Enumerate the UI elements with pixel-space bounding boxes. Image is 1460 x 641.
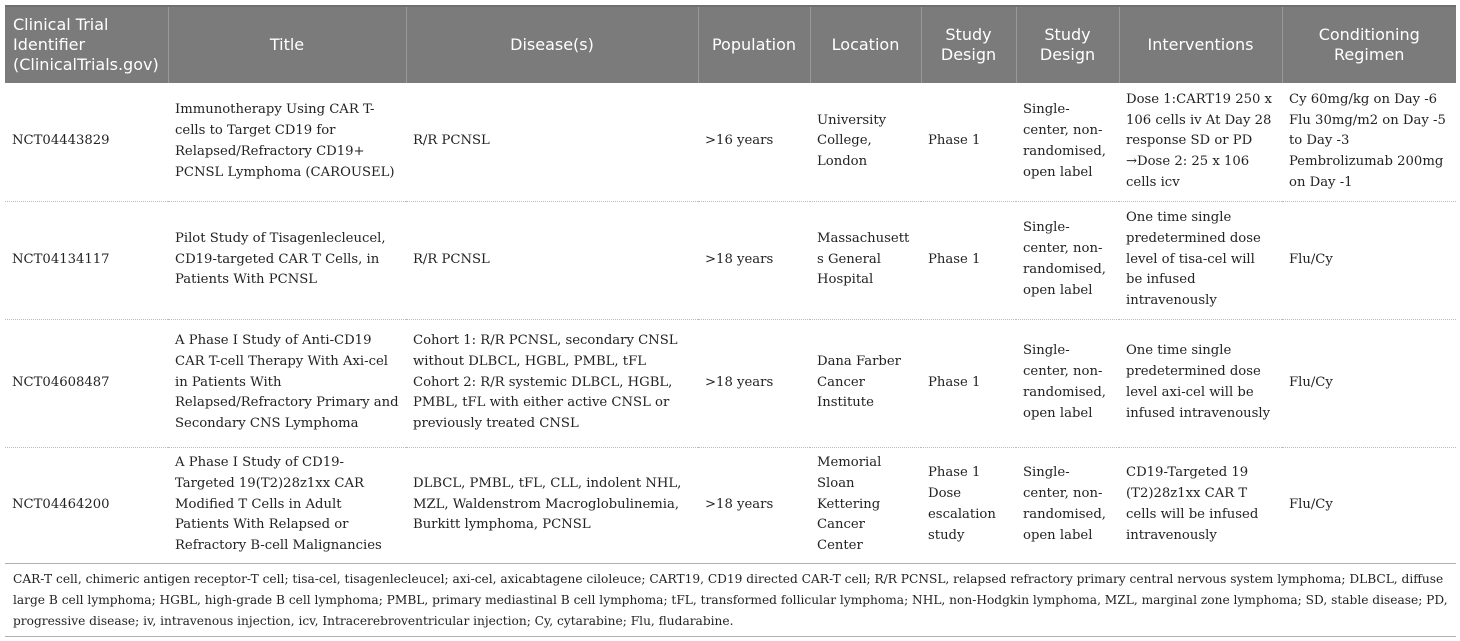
header-study-design-phase: Study Design [921,6,1016,83]
cell-interventions: CD19-Targeted 19 (T2)28z1xx CAR T cells will be infused intravenously [1119,447,1282,563]
cell-title: A Phase I Study of CD19-Targeted 19(T2)28z1xx CAR Modified T Cells in Adult Patients With Relapsed or Refractory B-cell Malignancies [168,447,406,563]
cell-population: >16 years [698,83,810,201]
cell-interventions: One time single predetermined dose level axi-cel will be infused intravenously [1119,319,1282,447]
table-footnote: CAR-T cell, chimeric antigen receptor-T cell; tisa-cel, tisagenlecleucel; axi-cel, axicabtagene ciloleuce; CART19, CD19 directed CAR-T cell; R/R PCNSL, relapsed refractory primary central nervous system lymphoma; DLBCL, diffuse large B cell lymphoma; HGBL, high-grade B cell lymphoma; PMBL, primary mediastinal B cell lymphoma; tFL, transformed follicular lymphoma; NHL, non-Hodgkin lymphoma, MZL, marginal zone lymphoma; SD, stable disease; PD, progressive disease; iv, intravenous injection, icv, Intracerebroventricular injection; Cy, cytarabine; Flu, fludarabine. [5,563,1456,636]
cell-design: Single-center, non-randomised, open label [1016,201,1119,319]
header-diseases: Disease(s) [406,6,698,83]
cell-conditioning: Flu/Cy [1282,201,1456,319]
cell-population: >18 years [698,201,810,319]
clinical-trials-table-container [5,5,1456,637]
table-row [5,447,1456,563]
cell-trial-id: NCT04464200 [5,447,168,563]
cell-disease: R/R PCNSL [406,201,698,319]
cell-interventions: Dose 1:CART19 250 x 106 cells iv At Day 28 response SD or PD →Dose 2: 25 x 106 cells icv [1119,83,1282,201]
cell-title: Immunotherapy Using CAR T-cells to Target CD19 for Relapsed/Refractory CD19+ PCNSL Lymphoma (CAROUSEL) [168,83,406,201]
cell-population: >18 years [698,447,810,563]
cell-trial-id: NCT04443829 [5,83,168,201]
cell-disease: R/R PCNSL [406,83,698,201]
cell-conditioning: Cy 60mg/kg on Day -6 Flu 30mg/m2 on Day -5 to Day -3 Pembrolizumab 200mg on Day -1 [1282,83,1456,201]
cell-title: A Phase I Study of Anti-CD19 CAR T-cell Therapy With Axi-cel in Patients With Relapsed/Refractory Primary and Secondary CNS Lymphoma [168,319,406,447]
cell-conditioning: Flu/Cy [1282,447,1456,563]
cell-design: Single-center, non-randomised, open label [1016,319,1119,447]
header-row [5,6,1456,83]
header-population: Population [698,6,810,83]
header-conditioning-regimen: Conditioning Regimen [1282,6,1456,83]
header-interventions: Interventions [1119,6,1282,83]
cell-trial-id: NCT04134117 [5,201,168,319]
clinical-trials-table [5,5,1456,637]
table-row [5,83,1456,201]
cell-conditioning: Flu/Cy [1282,319,1456,447]
footnote-row [5,563,1456,636]
cell-phase: Phase 1 [921,319,1016,447]
table-row [5,201,1456,319]
cell-phase: Phase 1 Dose escalation study [921,447,1016,563]
cell-interventions: One time single predetermined dose level of tisa-cel will be infused intravenously [1119,201,1282,319]
cell-phase: Phase 1 [921,83,1016,201]
table-row [5,319,1456,447]
cell-population: >18 years [698,319,810,447]
cell-trial-id: NCT04608487 [5,319,168,447]
cell-design: Single-center, non-randomised, open label [1016,447,1119,563]
cell-location: University College, London [810,83,921,201]
cell-disease: DLBCL, PMBL, tFL, CLL, indolent NHL, MZL, Waldenstrom Macroglobulinemia, Burkitt lymphoma, PCNSL [406,447,698,563]
cell-title: Pilot Study of Tisagenlecleucel, CD19-targeted CAR T Cells, in Patients With PCNSL [168,201,406,319]
header-trial-id: Clinical Trial Identifier (ClinicalTrials.gov) [5,6,168,83]
cell-disease: Cohort 1: R/R PCNSL, secondary CNSL without DLBCL, HGBL, PMBL, tFL Cohort 2: R/R systemic DLBCL, HGBL, PMBL, tFL with either active CNSL or previously treated CNSL [406,319,698,447]
cell-location: Dana Farber Cancer Institute [810,319,921,447]
cell-design: Single-center, non-randomised, open label [1016,83,1119,201]
cell-location: Massachusetts General Hospital [810,201,921,319]
cell-location: Memorial Sloan Kettering Cancer Center [810,447,921,563]
header-title: Title [168,6,406,83]
header-location: Location [810,6,921,83]
cell-phase: Phase 1 [921,201,1016,319]
header-study-design: Study Design [1016,6,1119,83]
